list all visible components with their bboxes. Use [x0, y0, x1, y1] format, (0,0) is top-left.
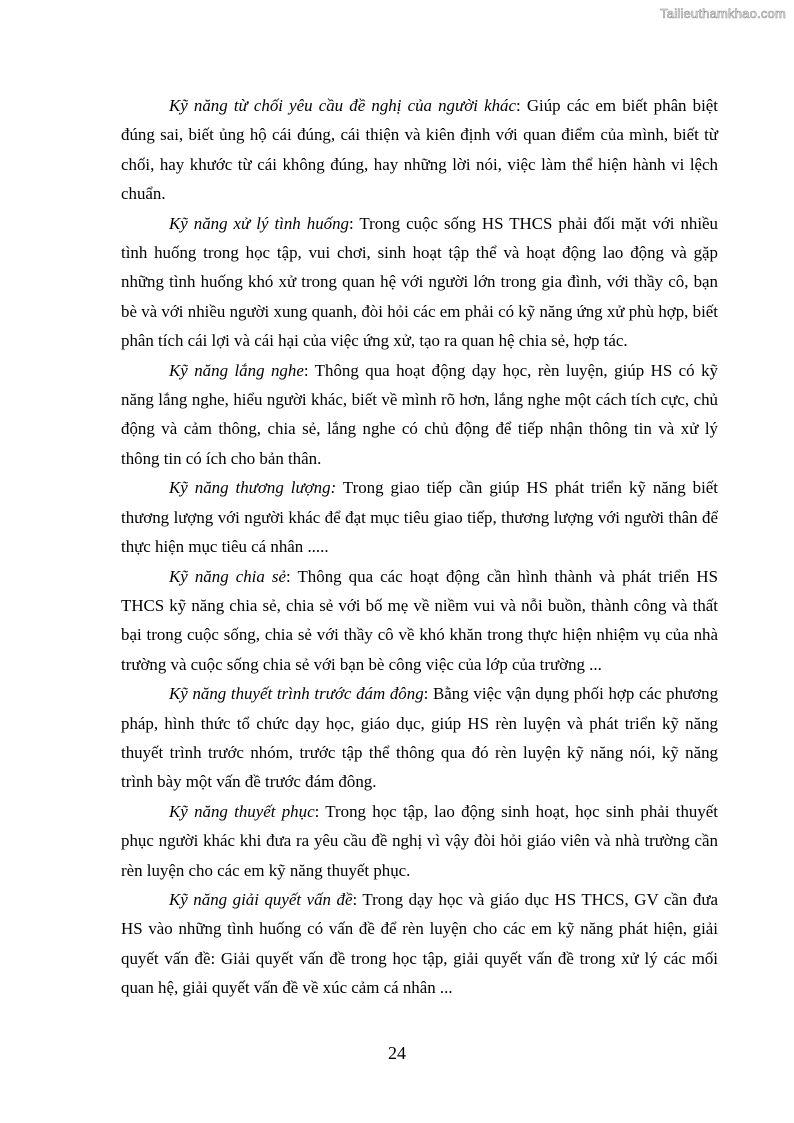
term-heading: Kỹ năng xử lý tình huống — [169, 213, 349, 233]
term-heading: Kỹ năng thuyết phục — [169, 801, 315, 821]
paragraph-listening-skill — [121, 356, 718, 474]
paragraph-text: : Thông qua các hoạt động cần hình thành và phát triển HS THCS kỹ năng chia sẻ, chia sẻ với bố mẹ về niềm vui và nỗi buồn, thành công và thất bại trong cuộc sống, chia sẻ với thầy cô về khó khăn trong thực hiện nhiệm vụ của nhà trường và cuộc sống chia sẻ với bạn bè công việc của lớp của trường ... — [121, 566, 718, 674]
document-body — [121, 91, 718, 1003]
paragraph-presentation-skill — [121, 679, 718, 797]
term-heading: Kỹ năng lắng nghe — [169, 360, 304, 380]
paragraph-text: : Thông qua hoạt động dạy học, rèn luyện, giúp HS có kỹ năng lắng nghe, hiểu người khác, biết về mình rõ hơn, lắng nghe một cách tích cực, chủ động và cảm thông, chia sẻ, lắng nghe có chủ động để tiếp nhận thông tin và xử lý thông tin có ích cho bản thân. — [121, 360, 718, 468]
paragraph-situation-skill — [121, 209, 718, 356]
term-heading: Kỹ năng từ chối yêu cầu đề nghị của người khác — [169, 96, 516, 115]
page-number: 24 — [388, 1043, 406, 1063]
paragraph-sharing-skill — [121, 562, 718, 680]
paragraph-persuasion-skill — [121, 797, 718, 885]
term-heading: Kỹ năng thương lượng: — [169, 478, 337, 498]
watermark-text: Tailieuthamkhao.com — [660, 6, 786, 21]
paragraph-refusal-skill — [121, 91, 718, 209]
paragraph-problem-solving-skill — [121, 885, 718, 1003]
term-heading: Kỹ năng thuyết trình trước đám đông — [169, 684, 424, 704]
paragraph-text: : Trong học tập, lao động sinh hoạt, học sinh phải thuyết phục người khác khi đưa ra yêu cầu đề nghị vì vậy đòi hỏi giáo viên và nhà trường cần rèn luyện cho các em kỹ năng thuyết phục. — [121, 801, 718, 880]
term-heading: Kỹ năng chia sẻ — [169, 566, 286, 586]
paragraph-negotiation-skill — [121, 473, 718, 561]
paragraph-text: : Trong dạy học và giáo dục HS THCS, GV cần đưa HS vào những tình huống có vấn đề để rèn luyện cho các em kỹ năng phát hiện, giải quyết vấn đề: Giải quyết vấn đề trong học tập, giải quyết vấn đề trong xử lý các mối quan hệ, giải quyết vấn đề về xúc cảm cá nhân ... — [121, 889, 718, 998]
term-heading: Kỹ năng giải quyết vấn đề — [169, 889, 353, 909]
paragraph-text: : Bằng việc vận dụng phối hợp các phương pháp, hình thức tổ chức dạy học, giáo dục, giúp HS rèn luyện và phát triển kỹ năng thuyết trình trước nhóm, trước tập thể thông qua đó rèn luyện kỹ năng nói, kỹ năng trình bày một vấn đề trước đám đông. — [121, 684, 719, 792]
paragraph-text: Trong giao tiếp cần giúp HS phát triển kỹ năng biết thương lượng với người khác để đạt mục tiêu giao tiếp, thương lượng với người thân để thực hiện mục tiêu cá nhân ..... — [121, 478, 718, 557]
paragraph-text: : Giúp các em biết phân biệt đúng sai, biết ủng hộ cái đúng, cái thiện và kiên định với quan điểm của mình, biết từ chối, hay khước từ cái không đúng, hay những lời nói, việc làm thể hiện hành vi lệch chuẩn. — [121, 96, 718, 204]
paragraph-text: : Trong cuộc sống HS THCS phải đối mặt với nhiều tình huống trong học tập, vui chơi, sinh hoạt tập thể và hoạt động lao động và gặp những tình huống khó xử trong quan hệ với người lớn trong gia đình, với thầy cô, bạn bè và với nhiều người xung quanh, đòi hỏi các em phải có kỹ năng ứng xử phù hợp, biết phân tích cái lợi và cái hại của việc ứng xử, tạo ra quan hệ chia sẻ, hợp tác. — [121, 213, 719, 351]
